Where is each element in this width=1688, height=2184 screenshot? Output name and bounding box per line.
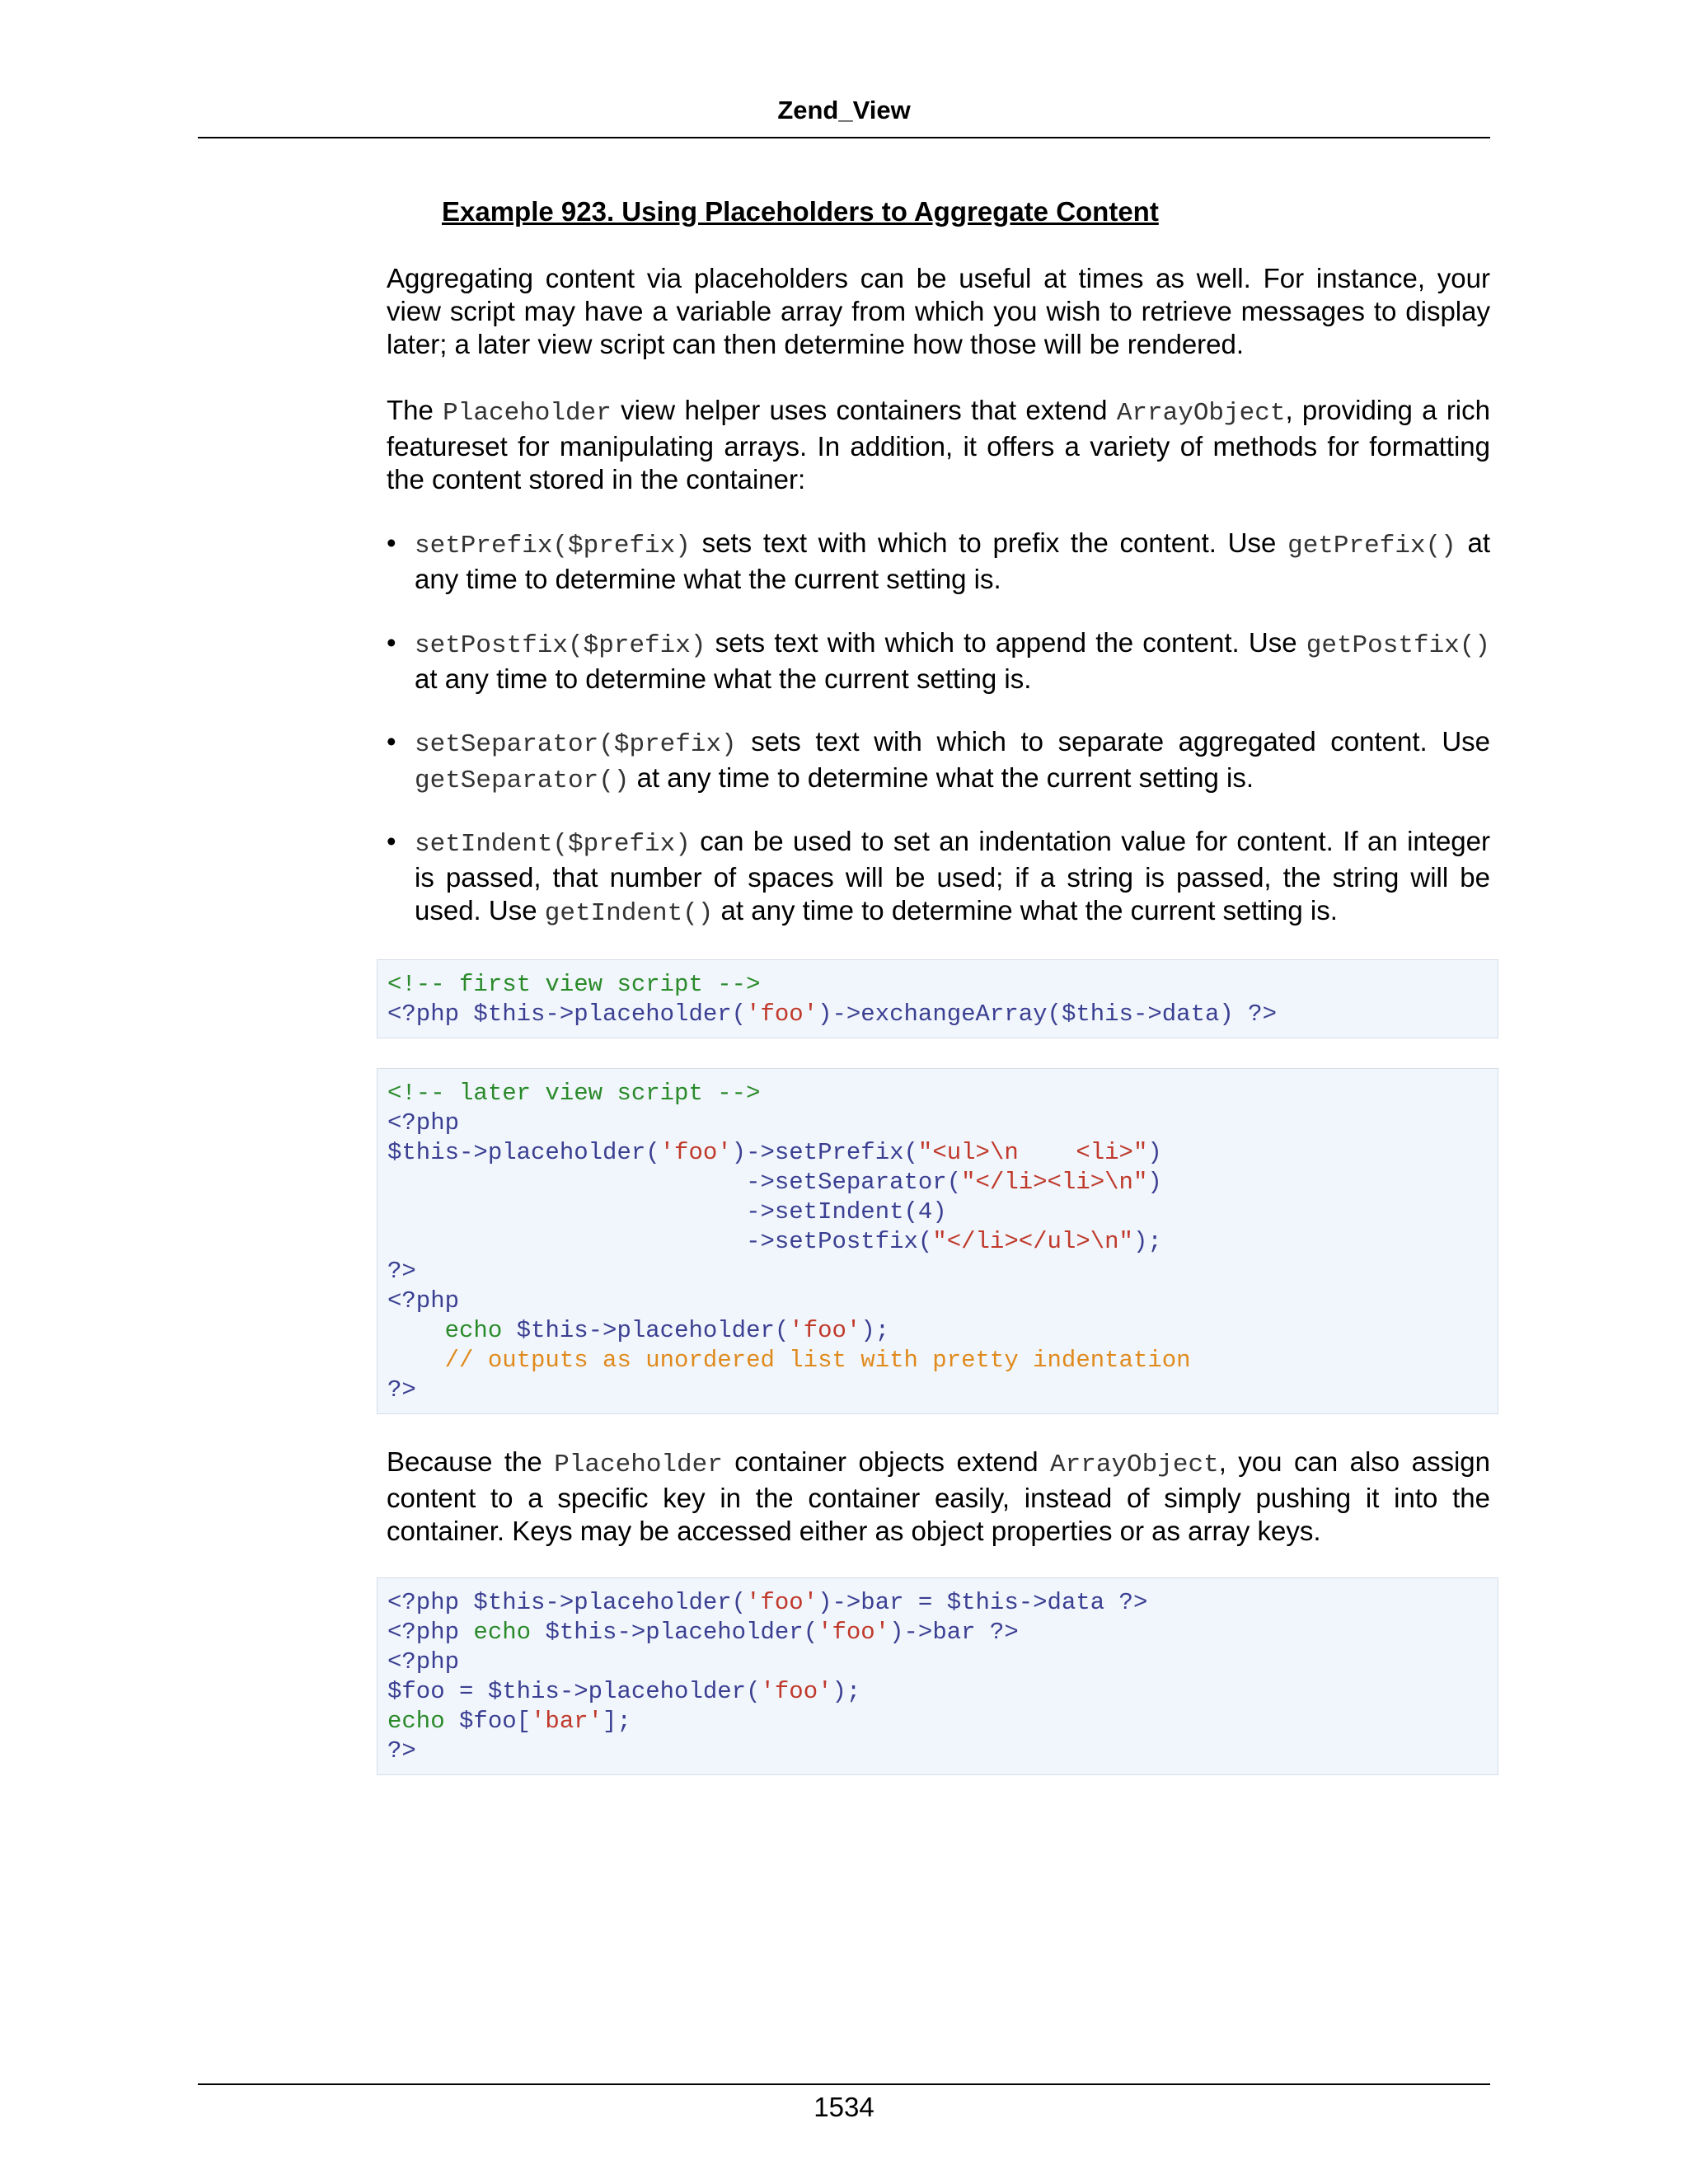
code-line: <?php (387, 1648, 460, 1675)
code-line: ->setIndent(4) (387, 1198, 947, 1226)
code-block-array-keys (377, 1577, 1498, 1775)
bullet-icon: • (387, 527, 396, 558)
inline-code: setIndent($prefix) (415, 830, 691, 859)
bullet-icon: • (387, 726, 396, 757)
code-line: echo $foo['bar']; (387, 1708, 631, 1735)
bullet-set-separator: • setSeparator($prefix) sets text with which to separate aggregated content. Use getSeparator() at any time to determine what the current setting is. (387, 726, 1490, 795)
inline-code: getPrefix() (1287, 532, 1456, 560)
code-block-first-view-script (377, 959, 1498, 1038)
inline-code: getPostfix() (1306, 631, 1490, 660)
inline-code: setSeparator($prefix) (415, 730, 737, 759)
code-line: // outputs as unordered list with pretty indentation (387, 1347, 1191, 1374)
code-line: ?> (387, 1376, 416, 1404)
placeholder-paragraph: The Placeholder view helper uses containers that extend ArrayObject, providing a rich featureset for manipulating arrays. In addition, it offers a variety of methods for formatting the content stored in the container: (387, 395, 1490, 494)
code-line: <!-- first view script --> (387, 971, 761, 998)
bullet-icon: • (387, 627, 396, 658)
code-line: echo $this->placeholder('foo'); (387, 1317, 890, 1344)
code-line: ->setSeparator("</li><li>\n") (387, 1169, 1162, 1196)
code-line: <?php (387, 1109, 460, 1137)
inline-code: setPostfix($prefix) (415, 631, 706, 660)
page-header: Zend_View (777, 96, 911, 124)
bullet-set-postfix: • setPostfix($prefix) sets text with which to append the content. Use getPostfix() at any time to determine what the current setting is. (387, 627, 1490, 694)
inline-code: getSeparator() (415, 766, 630, 795)
bullet-icon: • (387, 826, 396, 856)
bullet-set-indent: • setIndent($prefix) can be used to set an indentation value for content. If an integer is passed, that number of spaces will be used; if a string is passed, the string will be used. Use getIndent() at any time to determine what the current setting is. (387, 826, 1490, 928)
code-line: <?php (387, 1287, 460, 1315)
code-line: <?php $this->placeholder('foo')->exchangeArray($this->data) ?> (387, 1001, 1277, 1028)
inline-code: Placeholder (554, 1451, 723, 1479)
code-line: ?> (387, 1258, 416, 1285)
inline-code: ArrayObject (1116, 399, 1286, 428)
intro-paragraph: Aggregating content via placeholders can be useful at times as well. For instance, your view script may have a variable array from which you wish to retrieve messages to display later; a later view script can then determine how those will be rendered. (387, 263, 1490, 359)
code-line: <!-- later view script --> (387, 1080, 761, 1107)
inline-code: Placeholder (443, 399, 612, 428)
inline-code: ArrayObject (1050, 1451, 1219, 1479)
code-line: ?> (387, 1737, 416, 1765)
code-block-later-view-script (377, 1068, 1498, 1414)
code-line: ->setPostfix("</li></ul>\n"); (387, 1228, 1162, 1255)
code-line: $this->placeholder('foo')->setPrefix("<ul>\n <li>") (387, 1139, 1162, 1166)
header-rule (198, 137, 1490, 138)
code-line: $foo = $this->placeholder('foo'); (387, 1678, 861, 1705)
page-number: 1534 (814, 2092, 874, 2122)
footer-rule (198, 2083, 1490, 2085)
array-keys-paragraph: Because the Placeholder container objects extend ArrayObject, you can also assign content to a specific key in the container easily, instead of simply pushing it into the container. Keys may be accessed either as object properties or as array keys. (387, 1446, 1490, 1546)
inline-code: getIndent() (544, 899, 714, 928)
code-line: <?php echo $this->placeholder('foo')->bar ?> (387, 1619, 1019, 1646)
bullet-set-prefix: • setPrefix($prefix) sets text with which to prefix the content. Use getPrefix() at any time to determine what the current setting is. (387, 527, 1490, 594)
code-line: <?php $this->placeholder('foo')->bar = $this->data ?> (387, 1589, 1148, 1616)
example-title: Example 923. Using Placeholders to Aggregate Content (442, 196, 1159, 227)
inline-code: setPrefix($prefix) (415, 532, 691, 560)
